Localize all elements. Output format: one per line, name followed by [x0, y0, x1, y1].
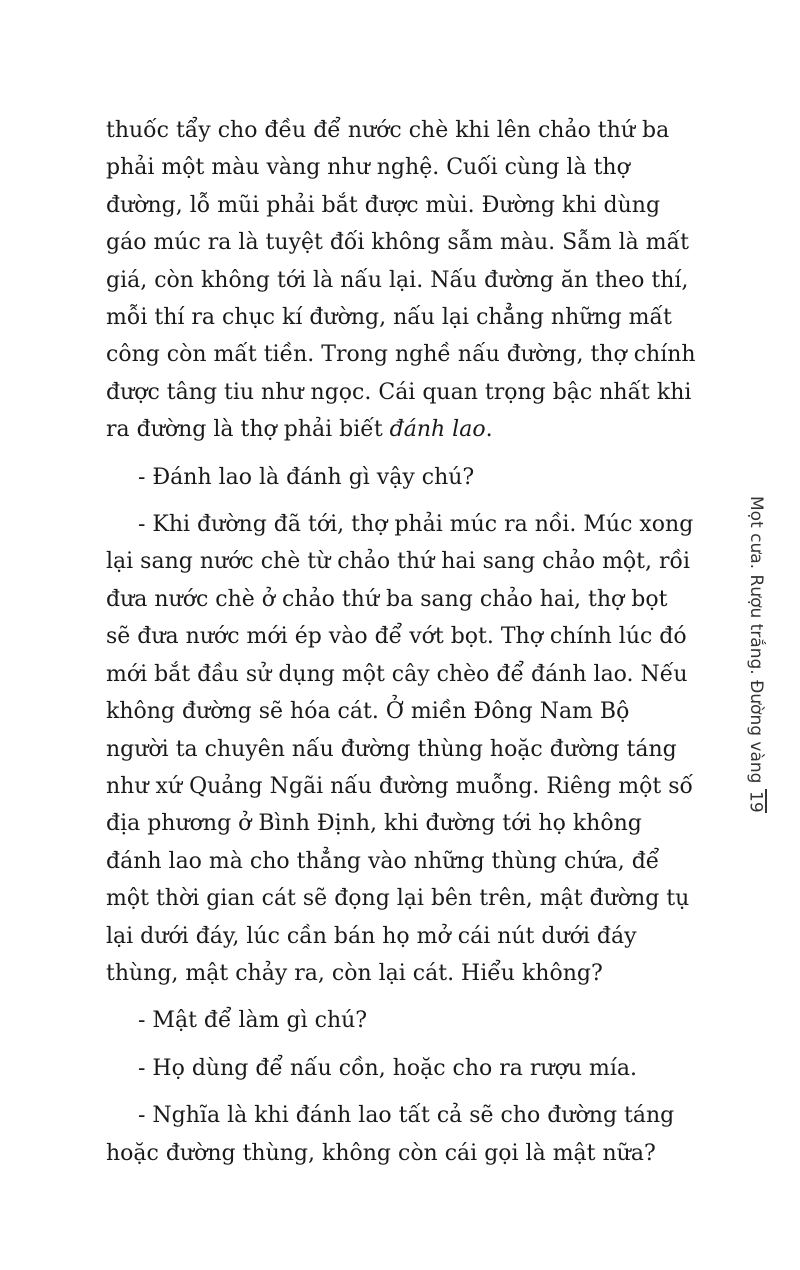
italic-term: đánh lao	[389, 417, 486, 443]
folio-block	[745, 783, 767, 819]
page-number: 19	[745, 790, 766, 813]
dialogue-line: - Khi đường đã tới, thợ phải múc ra nồi. Múc xong lại sang nước chè từ chảo thứ hai sang chảo một, rồi đưa nước chè ở chảo thứ ba sang chảo hai, thợ bọt sẽ đưa nước mới ép vào để vớt bọt. Thợ chính lúc đó mới bắt đầu sử dụng một cây chèo để đánh lao. Nếu không đường sẽ hóa cát. Ở miền Đông Nam Bộ người ta chuyên nấu đường thùng hoặc đường táng như xứ Quảng Ngãi nấu đường muỗng. Riêng một số địa phương ở Bình Định, khi đường tới họ không đánh lao mà cho thẳng vào những thùng chứa, để một thời gian cát sẽ đọng lại bên trên, mật đường tụ lại dưới đáy, lúc cần bán họ mở cái nút dưới đáy thùng, mật chảy ra, còn lại cát. Hiểu không?	[106, 512, 694, 986]
page-body-text	[106, 112, 696, 1172]
dialogue-line: - Mật để làm gì chú?	[138, 1008, 368, 1034]
running-head-title: Mọt cưa. Rượu trắng. Đường vàng	[746, 496, 766, 784]
dialogue-line: - Họ dùng để nấu cồn, hoặc cho ra rượu mía.	[138, 1055, 638, 1081]
dialogue-line: - Đánh lao là đánh gì vậy chú?	[138, 464, 475, 490]
folio-divider	[765, 789, 767, 813]
dialogue-line: - Nghĩa là khi đánh lao tất cả sẽ cho đường táng hoặc đường thùng, không còn cái gọi là mật nữa?	[106, 1103, 675, 1166]
paragraph-continued	[106, 112, 696, 449]
paragraph-text-end: .	[485, 417, 493, 443]
running-head	[736, 496, 776, 813]
paragraph-text: thuốc tẩy cho đều để nước chè khi lên chảo thứ ba phải một màu vàng như nghệ. Cuối cùng là thợ đường, lỗ mũi phải bắt được mùi. Đường khi dùng gáo múc ra là tuyệt đối không sẫm màu. Sẫm là mất giá, còn không tới là nấu lại. Nấu đường ăn theo thí, mỗi thí ra chục kí đường, nấu lại chẳng những mất công còn mất tiền. Trong nghề nấu đường, thợ chính được tâng tiu như ngọc. Cái quan trọng bậc nhất khi ra đường là thợ phải biết	[106, 118, 696, 443]
